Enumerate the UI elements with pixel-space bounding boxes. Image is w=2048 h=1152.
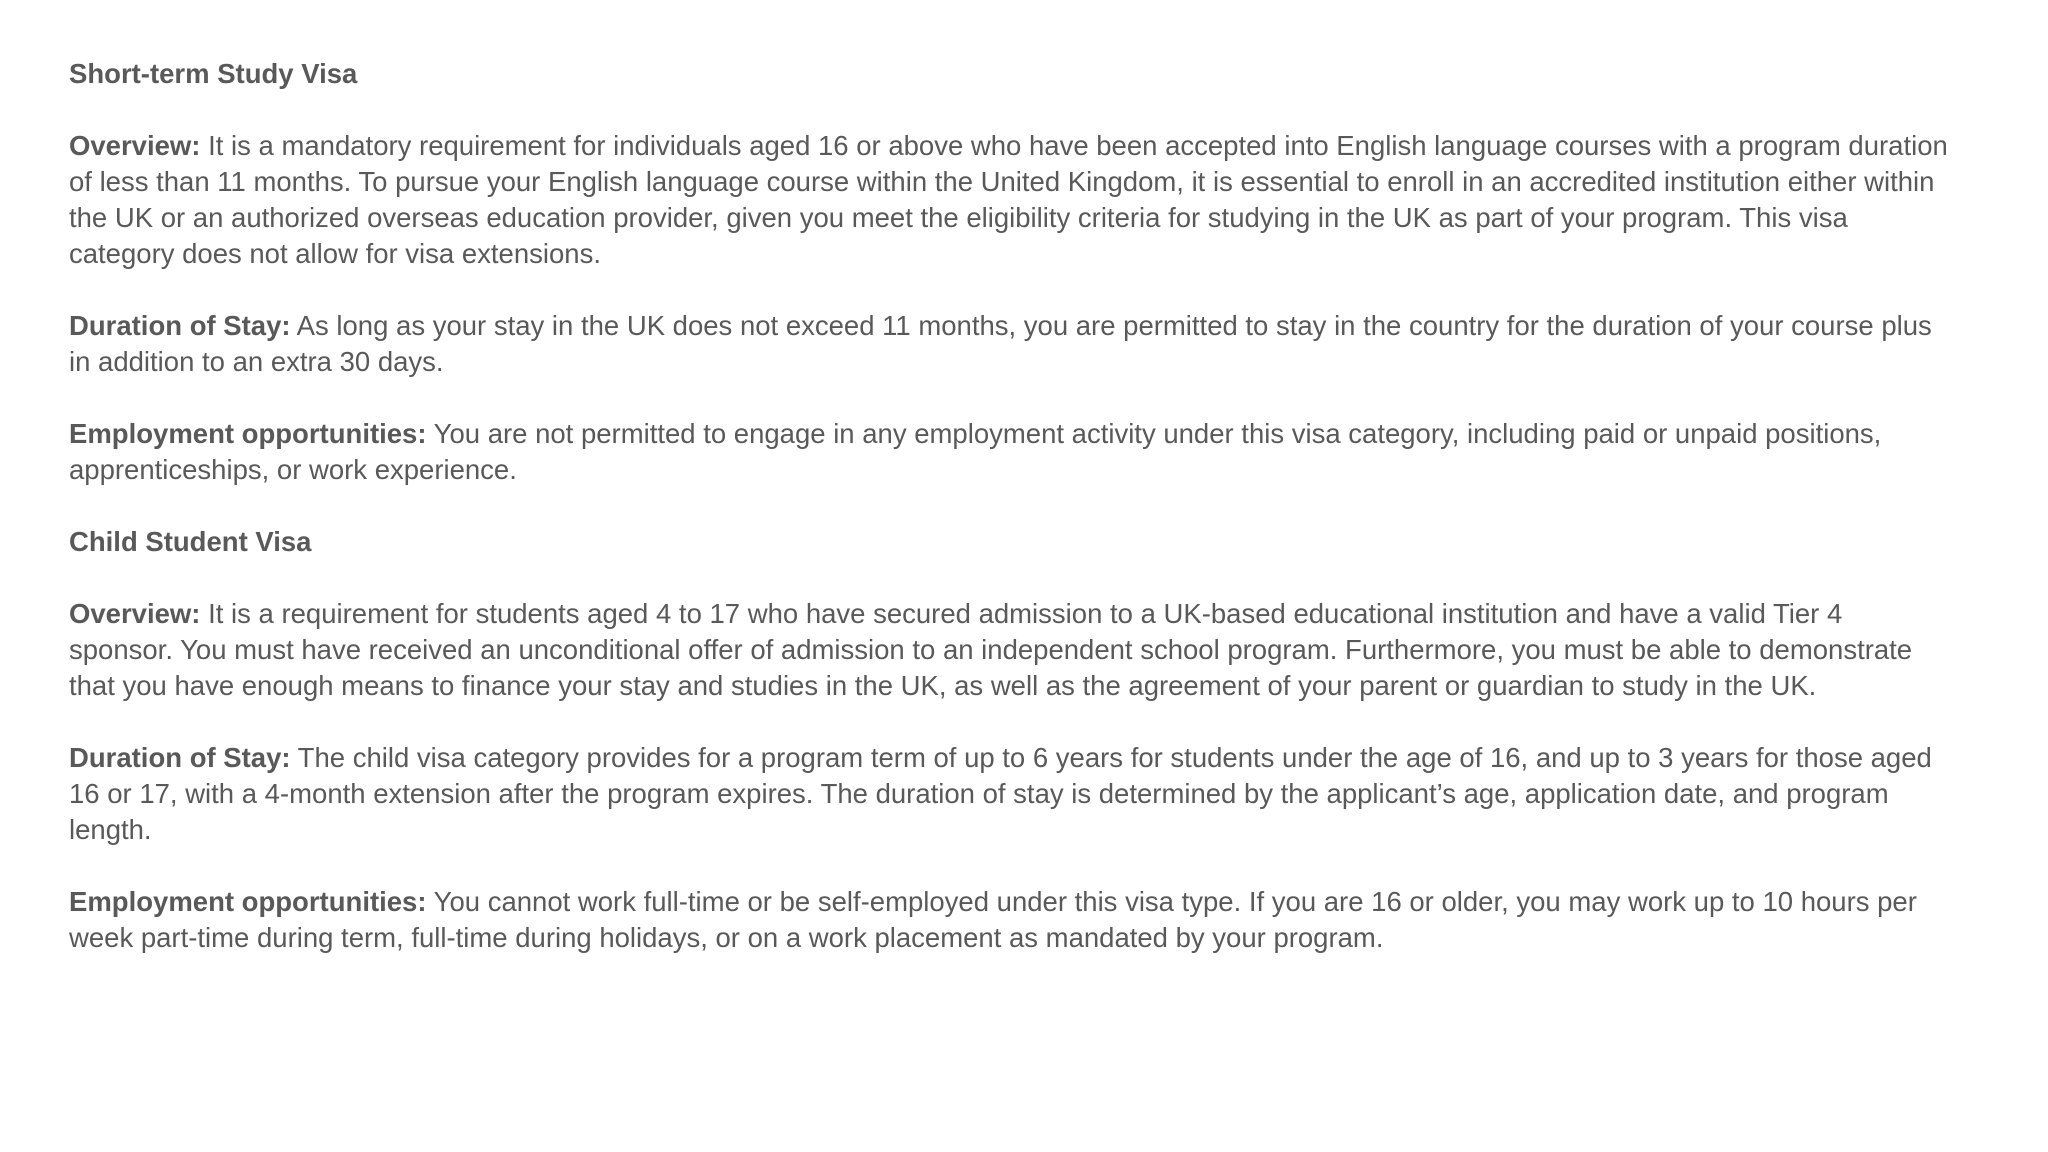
section-title-child-student-visa: Child Student Visa: [69, 526, 312, 557]
paragraph-label: Employment opportunities:: [69, 886, 427, 917]
document-body: [69, 56, 1949, 992]
paragraph-label: Duration of Stay:: [69, 742, 291, 773]
paragraph-label: Overview:: [69, 598, 201, 629]
paragraph-text: You are not permitted to engage in any employment activity under this visa category, including paid or unpaid positions, apprenticeships, or work experience.: [69, 418, 1882, 485]
section-title-short-term-study-visa: Short-term Study Visa: [69, 58, 358, 89]
paragraph-employment-opportunities: [69, 416, 1949, 488]
paragraph-text: As long as your stay in the UK does not exceed 11 months, you are permitted to stay in the country for the duration of your course plus in addition to an extra 30 days.: [69, 310, 1932, 377]
paragraph-text: It is a requirement for students aged 4 to 17 who have secured admission to a UK-based educational institution and have a valid Tier 4 sponsor. You must have received an unconditional offer of admission to an independent school program. Furthermore, you must be able to demonstrate that you have enough means to finance your stay and studies in the UK, as well as the agreement of your parent or guardian to study in the UK.: [69, 598, 1913, 701]
paragraph-duration-of-stay: [69, 740, 1949, 848]
paragraph-text: You cannot work full-time or be self-employed under this visa type. If you are 16 or older, you may work up to 10 hours per week part-time during term, full-time during holidays, or on a work placement as mandated by your program.: [69, 886, 1917, 953]
paragraph-employment-opportunities: [69, 884, 1949, 956]
paragraph-overview: [69, 128, 1949, 272]
paragraph-duration-of-stay: [69, 308, 1949, 380]
paragraph-label: Employment opportunities:: [69, 418, 427, 449]
paragraph-text: The child visa category provides for a program term of up to 6 years for students under the age of 16, and up to 3 years for those aged 16 or 17, with a 4-month extension after the program expires. The duration of stay is determined by the applicant’s age, application date, and program length.: [69, 742, 1932, 845]
paragraph-label: Duration of Stay:: [69, 310, 291, 341]
paragraph-overview: [69, 596, 1949, 704]
paragraph-text: It is a mandatory requirement for individuals aged 16 or above who have been accepted into English language courses with a program duration of less than 11 months. To pursue your English language course within the United Kingdom, it is essential to enroll in an accredited institution either within the UK or an authorized overseas education provider, given you meet the eligibility criteria for studying in the UK as part of your program. This visa category does not allow for visa extensions.: [69, 130, 1948, 269]
paragraph-label: Overview:: [69, 130, 201, 161]
